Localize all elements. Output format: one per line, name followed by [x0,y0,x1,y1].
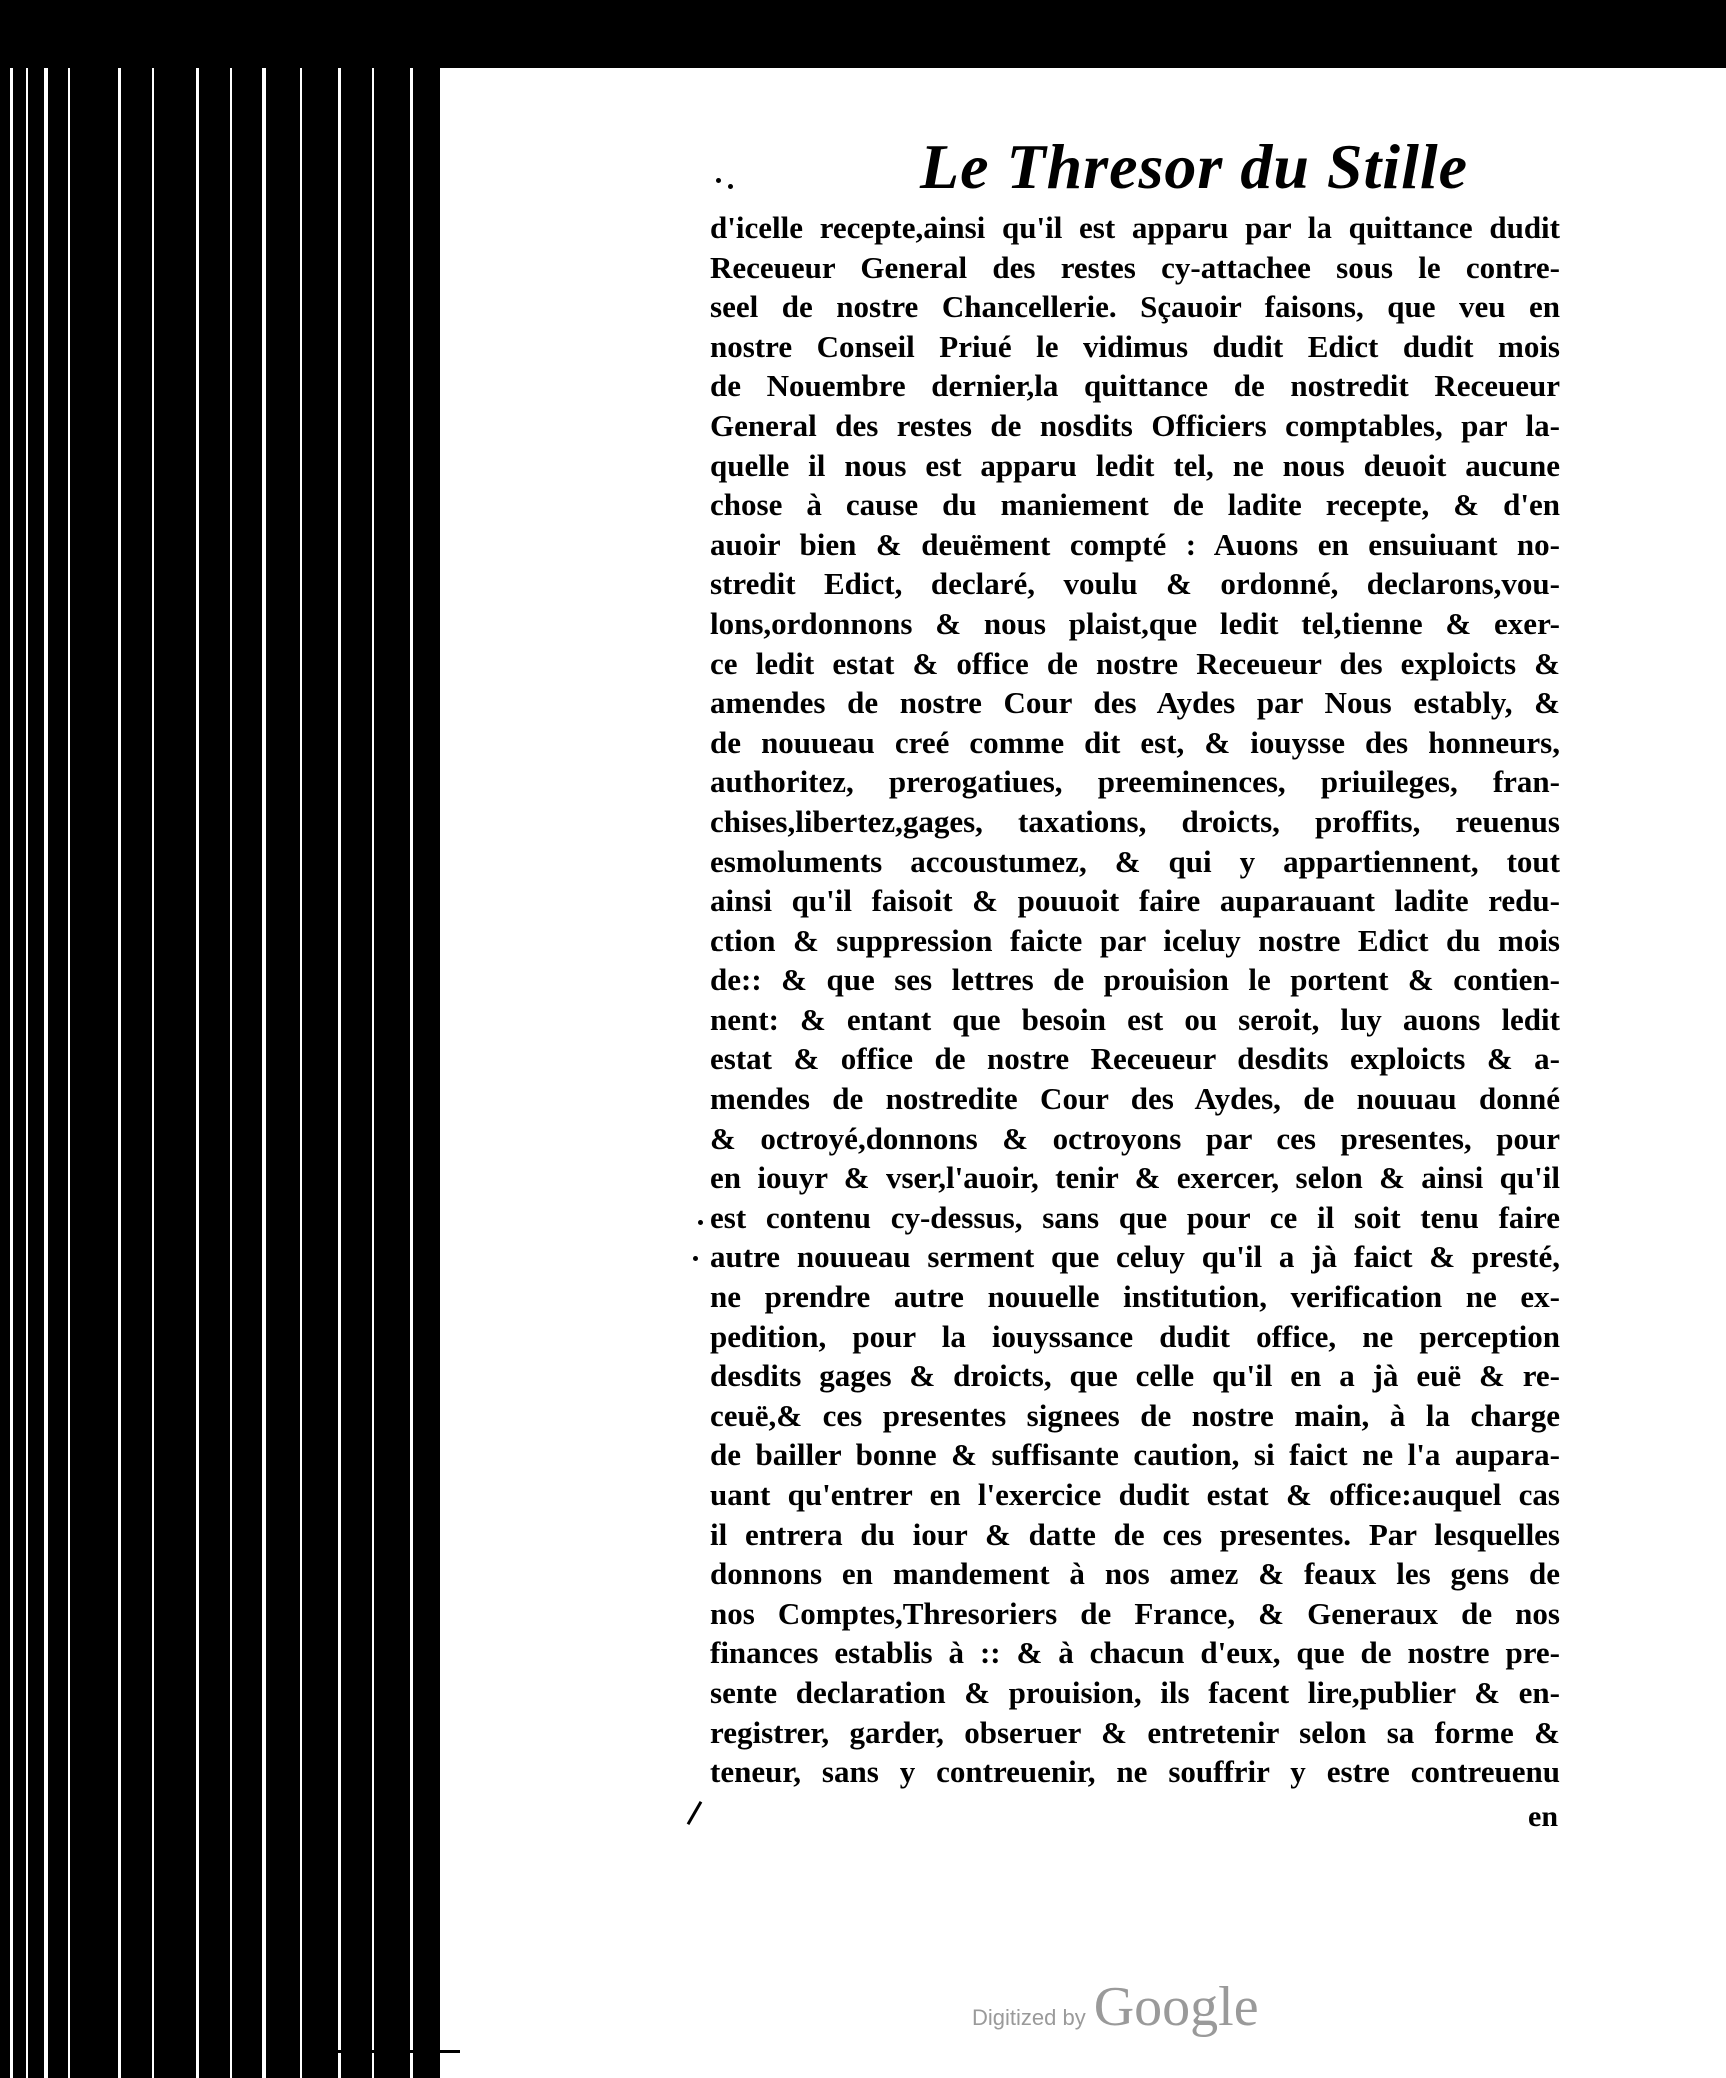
text-line: chose à cause du maniement de ladite recepte, & d'en [710,487,1560,523]
text-line: desdits gages & droicts, que celle qu'il en a jà euë & re- [710,1358,1560,1394]
text-line: de nouueau creé comme dit est, & iouysse des honneurs, [710,724,1560,760]
binding-streak [372,68,374,2078]
print-speck [693,1256,698,1261]
print-speck [716,178,721,183]
binding-streak [230,68,232,2078]
text-line: & octroyé,donnons & octroyons par ces presentes, pour [710,1120,1560,1156]
binding-streak [26,68,28,2078]
text-line: pedition, pour la iouyssance dudit office, ne perception [710,1318,1560,1354]
text-line: estat & office de nostre Receueur desdits exploicts & a- [710,1041,1560,1077]
text-line: de:: & que ses lettres de prouision le portent & contien- [710,962,1560,998]
text-line: stredit Edict, declaré, voulu & ordonné, declarons,vou- [710,566,1560,602]
text-line: ainsi qu'il faisoit & pouuoit faire auparauant ladite redu- [710,883,1560,919]
text-line: quelle il nous est apparu ledit tel, ne nous deuoit aucune [710,447,1560,483]
binding-streak [10,68,13,2078]
text-line: seel de nostre Chancellerie. Sçauoir faisons, que veu en [710,289,1560,325]
text-line: auoir bien & deuëment compté : Auons en ensuiuant no- [710,526,1560,562]
text-line: ceuë,& ces presentes signees de nostre main, à la charge [710,1397,1560,1433]
text-line: registrer, garder, obseruer & entretenir selon sa forme & [710,1714,1560,1750]
text-line: nos Comptes,Thresoriers de France, & Generaux de nos [710,1595,1560,1631]
binding-streak [118,68,121,2078]
text-line: lons,ordonnons & nous plaist,que ledit tel,tienne & exer- [710,605,1560,641]
scan-top-border [0,0,1726,68]
text-line: amendes de nostre Cour des Aydes par Nous estably, & [710,685,1560,721]
print-speck [698,1220,703,1225]
binding-streak [410,68,413,2078]
binding-streak [338,68,341,2078]
text-line: ce ledit estat & office de nostre Receueur des exploicts & [710,645,1560,681]
text-line: en iouyr & vser,l'auoir, tenir & exercer, selon & ainsi qu'il [710,1160,1560,1196]
binding-streak [300,68,302,2078]
text-line: autre nouueau serment que celuy qu'il a jà faict & presté, [710,1239,1560,1275]
book-binding-shadow [0,68,440,2078]
text-line: finances establis à :: & à chacun d'eux, que de nostre pre- [710,1635,1560,1671]
digitized-watermark [972,1975,1259,2039]
text-line: nent: & entant que besoin est ou seroit, luy auons ledit [710,1001,1560,1037]
text-line: donnons en mandement à nos amez & feaux les gens de [710,1556,1560,1592]
running-head: Le Thresor du Stille [920,131,1469,202]
text-line: ction & suppression faicte par iceluy nostre Edict du mois [710,922,1560,958]
text-line: nostre Conseil Priué le vidimus dudit Edict dudit mois [710,328,1560,364]
body-text [710,208,1560,1792]
watermark-prefix: Digitized by [972,2005,1086,2030]
text-line: est contenu cy-dessus, sans que pour ce il soit tenu faire [710,1199,1560,1235]
text-line: teneur, sans y contreuenir, ne souffrir y estre contreuenu [710,1754,1560,1790]
text-line: de bailler bonne & suffisante caution, si faict ne l'a aupara- [710,1437,1560,1473]
binding-streak [44,68,48,2078]
text-line: mendes de nostredite Cour des Aydes, de nouuau donné [710,1081,1560,1117]
binding-streak [196,68,199,2078]
text-line: ne prendre autre nouuelle institution, verification ne ex- [710,1279,1560,1315]
catchword: en [1528,1800,1558,1833]
text-line: authoritez, prerogatiues, preeminences, priuileges, fran- [710,764,1560,800]
text-line: il entrera du iour & datte de ces presentes. Par lesquelles [710,1516,1560,1552]
binding-streak [68,68,70,2078]
google-logo: Google [1093,1976,1259,2038]
binding-streak [262,68,266,2078]
print-speck [728,184,733,189]
binding-streak [152,68,154,2078]
text-line: General des restes de nosdits Officiers comptables, par la- [710,407,1560,443]
scan-edge-marks [310,2050,460,2053]
text-line: de Nouembre dernier,la quittance de nostredit Receueur [710,368,1560,404]
text-line: Receueur General des restes cy-attachee sous le contre- [710,249,1560,285]
text-line: chises,libertez,gages, taxations, droicts, proffits, reuenus [710,803,1560,839]
text-line: uant qu'entrer en l'exercice dudit estat & office:auquel cas [710,1477,1560,1512]
text-line: sente declaration & prouision, ils facent lire,publier & en- [710,1674,1560,1710]
text-line: d'icelle recepte,ainsi qu'il est apparu par la quittance dudit [710,210,1560,245]
text-line: esmoluments accoustumez, & qui y appartiennent, tout [710,843,1560,879]
